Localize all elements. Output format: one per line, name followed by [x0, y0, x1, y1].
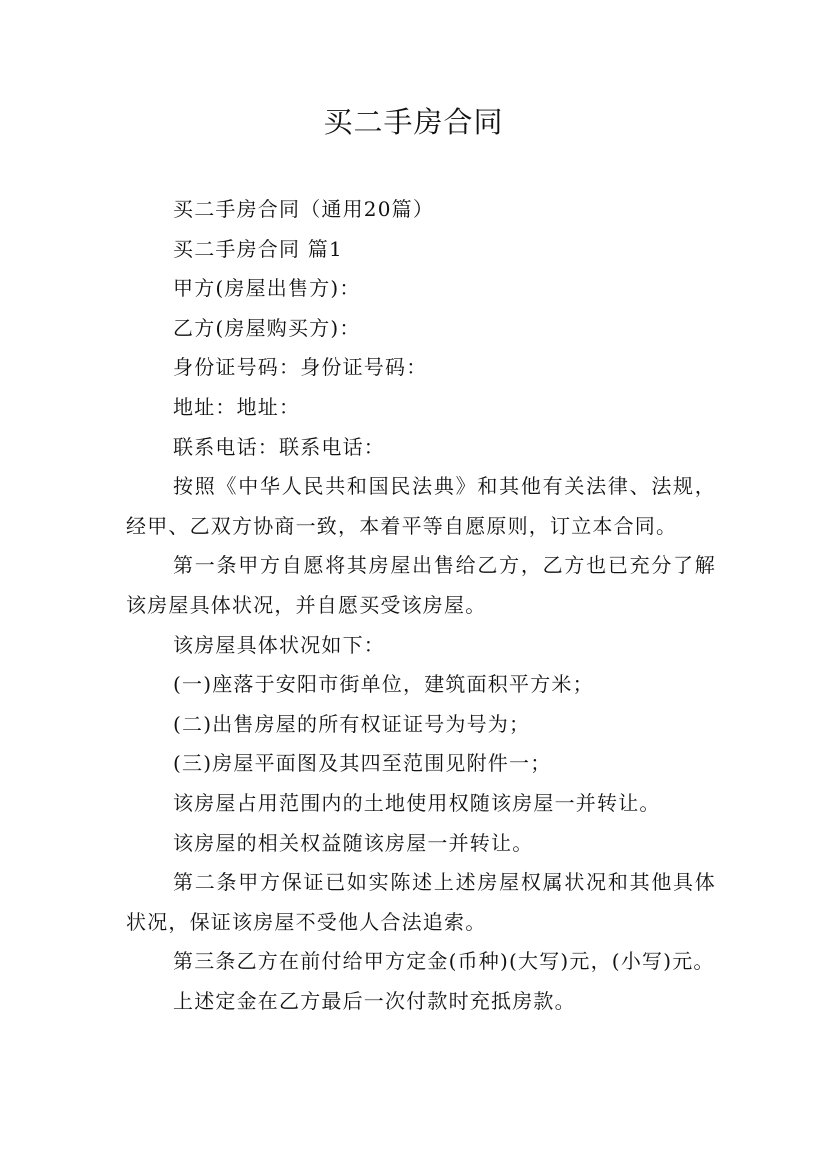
paragraph-heading: 买二手房合同（通用20篇） [173, 197, 435, 221]
document-body [126, 190, 716, 1021]
paragraph-id-number: 身份证号码：身份证号码： [173, 355, 428, 380]
paragraph-phone: 联系电话：联系电话： [173, 434, 385, 459]
paragraph-section-title: 买二手房合同 篇1 [173, 236, 343, 261]
paragraph-party-a: 甲方(房屋出售方)： [173, 276, 361, 301]
paragraph-preamble: 按照《中华人民共和国民法典》和其他有关法律、法规，经甲、乙双方协商一致，本着平等自愿原则，订立本合同。 [126, 474, 716, 538]
paragraph-item-3: (三)房屋平面图及其四至范围见附件一； [173, 751, 552, 776]
paragraph-land-use: 该房屋占用范围内的土地使用权随该房屋一并转让。 [173, 790, 661, 815]
paragraph-article-2: 第二条甲方保证已如实陈述上述房屋权属状况和其他具体状况，保证该房屋不受他人合法追索。 [126, 870, 716, 934]
paragraph-rights: 该房屋的相关权益随该房屋一并转让。 [173, 830, 534, 855]
paragraph-party-b: 乙方(房屋购买方)： [173, 315, 361, 340]
paragraph-article-3: 第三条乙方在前付给甲方定金(币种)(大写)元，(小写)元。 [173, 949, 715, 974]
paragraph-item-2: (二)出售房屋的所有权证证号为号为； [173, 711, 531, 736]
paragraph-property-status: 该房屋具体状况如下： [173, 632, 385, 657]
document-title: 买二手房合同 [323, 105, 504, 139]
paragraph-deposit: 上述定金在乙方最后一次付款时充抵房款。 [173, 988, 576, 1013]
paragraph-article-1: 第一条甲方自愿将其房屋出售给乙方，乙方也已充分了解该房屋具体状况，并自愿买受该房屋。 [126, 553, 716, 617]
paragraph-item-1: (一)座落于安阳市街单位，建筑面积平方米； [173, 672, 594, 697]
paragraph-address: 地址：地址： [173, 394, 301, 419]
